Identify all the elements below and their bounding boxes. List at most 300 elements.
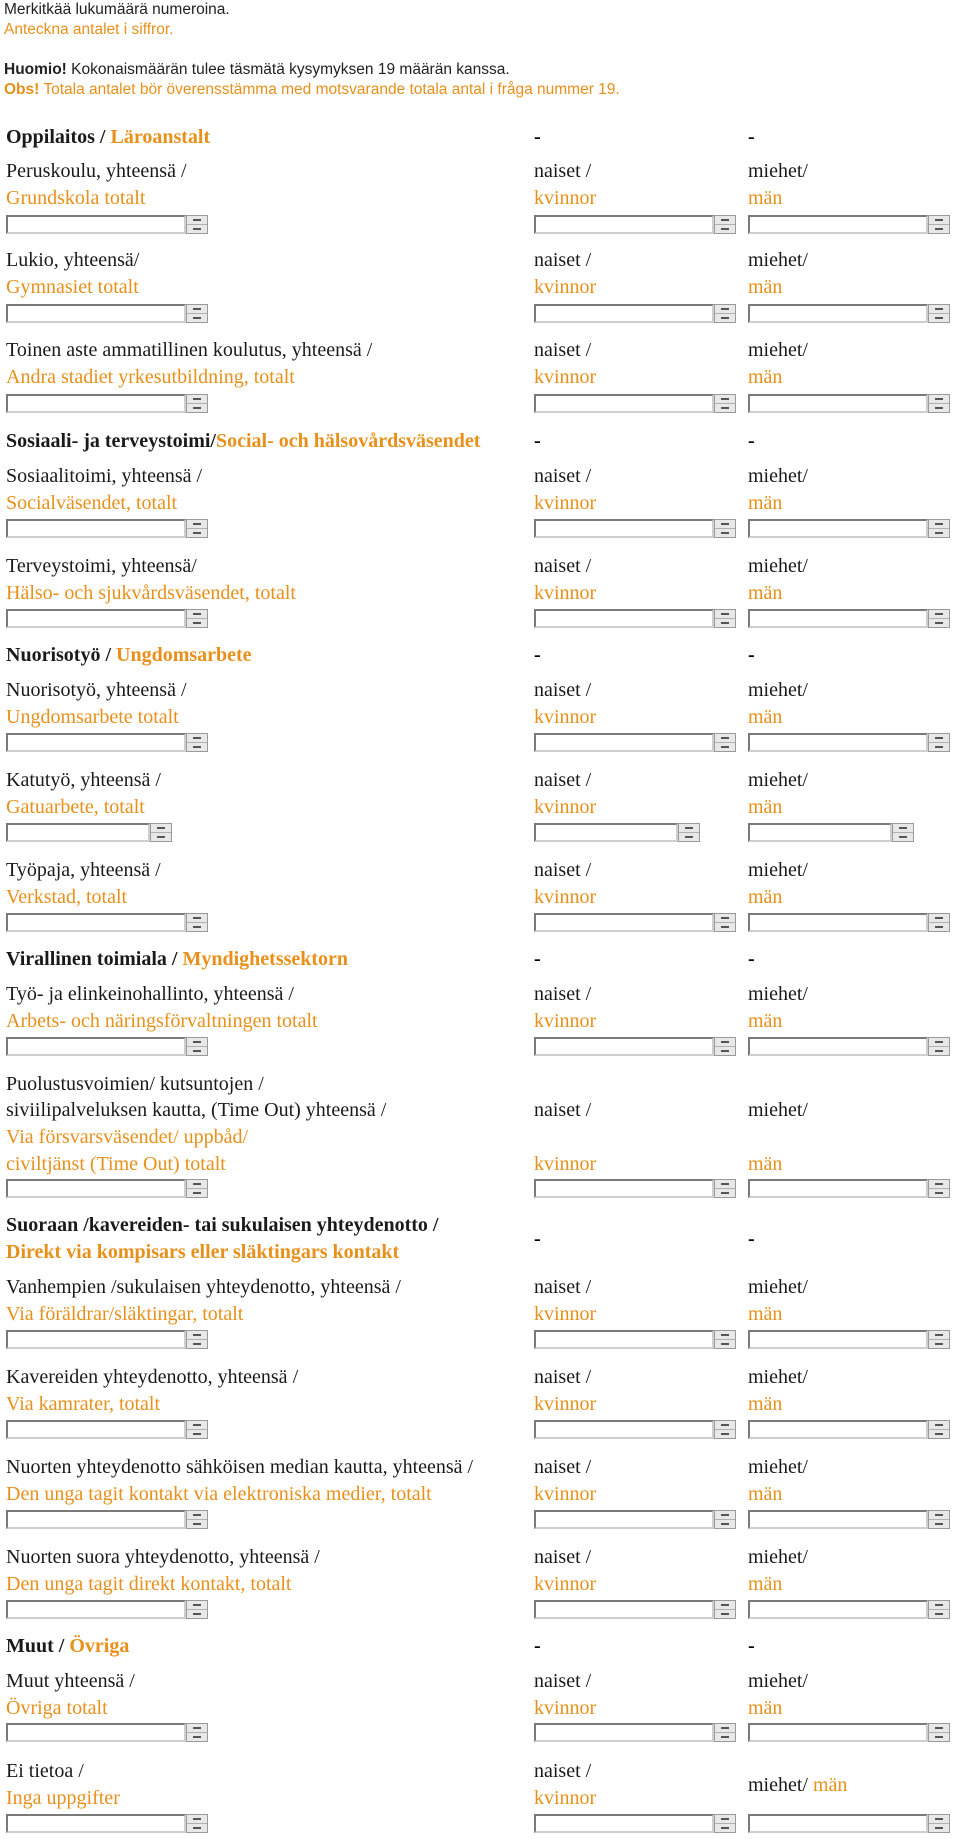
- up-arrow-icon: [935, 1727, 943, 1729]
- number-input[interactable]: [748, 394, 928, 413]
- total-number-field[interactable]: [6, 304, 208, 323]
- spinner-buttons[interactable]: [928, 215, 950, 234]
- spinner-buttons[interactable]: [714, 913, 736, 932]
- up-arrow-icon: [193, 1818, 201, 1820]
- increment-button[interactable]: [151, 824, 171, 833]
- number-input[interactable]: [748, 1330, 928, 1349]
- decrement-button[interactable]: [929, 1430, 949, 1438]
- women-number-field[interactable]: [534, 823, 700, 842]
- increment-button[interactable]: [715, 395, 735, 404]
- spinner-buttons[interactable]: [186, 1723, 208, 1742]
- men-number-field[interactable]: [748, 304, 950, 323]
- total-number-field[interactable]: [6, 1037, 208, 1056]
- increment-button[interactable]: [715, 520, 735, 529]
- down-arrow-icon: [935, 1050, 943, 1052]
- row-label-fi: Nuorten yhteydenotto sähköisen median kautta, yhteensä /: [6, 1456, 474, 1478]
- up-arrow-icon: [721, 737, 729, 739]
- increment-button[interactable]: [187, 520, 207, 529]
- decrement-button[interactable]: [715, 923, 735, 931]
- total-number-field[interactable]: [6, 1179, 208, 1198]
- women-number-field[interactable]: [534, 1600, 736, 1619]
- total-number-field[interactable]: [6, 215, 208, 234]
- spinner-buttons[interactable]: [714, 733, 736, 752]
- spinner-buttons[interactable]: [714, 1723, 736, 1742]
- spinner-buttons[interactable]: [186, 733, 208, 752]
- decrement-button[interactable]: [929, 1047, 949, 1055]
- label-naiset: naiset /: [534, 1099, 592, 1121]
- up-arrow-icon: [935, 1514, 943, 1516]
- spinner-buttons[interactable]: [150, 823, 172, 842]
- spinner-buttons[interactable]: [928, 913, 950, 932]
- label-miehet: miehet/: [748, 249, 808, 271]
- increment-button[interactable]: [715, 914, 735, 923]
- decrement-button[interactable]: [187, 619, 207, 627]
- up-arrow-icon: [935, 1424, 943, 1426]
- label-naiset: naiset /: [534, 983, 592, 1005]
- row-label-fi: Terveystoimi, yhteensä/: [6, 555, 197, 577]
- number-input[interactable]: [534, 1420, 714, 1439]
- increment-button[interactable]: [187, 610, 207, 619]
- increment-button[interactable]: [715, 1601, 735, 1610]
- increment-button[interactable]: [187, 1815, 207, 1824]
- total-number-field[interactable]: [6, 1330, 208, 1349]
- section-dash: -: [748, 430, 755, 452]
- increment-button[interactable]: [187, 1724, 207, 1733]
- total-number-field[interactable]: [6, 394, 208, 413]
- spinner-buttons[interactable]: [714, 304, 736, 323]
- decrement-button[interactable]: [187, 314, 207, 322]
- down-arrow-icon: [721, 746, 729, 748]
- women-number-field[interactable]: [534, 304, 736, 323]
- increment-button[interactable]: [893, 824, 913, 833]
- number-input[interactable]: [6, 215, 186, 234]
- row-label-sv: Gatuarbete, totalt: [6, 796, 145, 818]
- spinner-buttons[interactable]: [928, 733, 950, 752]
- women-number-field[interactable]: [534, 609, 736, 628]
- women-number-field[interactable]: [534, 1179, 736, 1198]
- decrement-button[interactable]: [715, 404, 735, 412]
- label-naiset: naiset /: [534, 1276, 592, 1298]
- decrement-button[interactable]: [187, 225, 207, 233]
- note-fi-bold: Huomio!: [4, 61, 67, 78]
- increment-button[interactable]: [715, 1511, 735, 1520]
- label-naiset: naiset /: [534, 555, 592, 577]
- decrement-button[interactable]: [715, 529, 735, 537]
- women-number-field[interactable]: [534, 913, 736, 932]
- spinner-buttons[interactable]: [928, 1420, 950, 1439]
- up-arrow-icon: [935, 219, 943, 221]
- increment-button[interactable]: [929, 1331, 949, 1340]
- decrement-button[interactable]: [715, 743, 735, 751]
- down-arrow-icon: [721, 926, 729, 928]
- decrement-button[interactable]: [187, 1430, 207, 1438]
- men-number-field[interactable]: [748, 1420, 950, 1439]
- women-number-field[interactable]: [534, 394, 736, 413]
- number-input[interactable]: [748, 733, 928, 752]
- decrement-button[interactable]: [929, 1340, 949, 1348]
- decrement-button[interactable]: [187, 1520, 207, 1528]
- spinner-buttons[interactable]: [186, 1600, 208, 1619]
- women-number-field[interactable]: [534, 1330, 736, 1349]
- label-miehet: miehet/: [748, 1456, 808, 1478]
- number-input[interactable]: [534, 823, 678, 842]
- spinner-buttons[interactable]: [928, 519, 950, 538]
- total-number-field[interactable]: [6, 1814, 208, 1833]
- total-number-field[interactable]: [6, 1723, 208, 1742]
- spinner-buttons[interactable]: [186, 1330, 208, 1349]
- section-dash: -: [748, 126, 755, 148]
- number-input[interactable]: [748, 609, 928, 628]
- increment-button[interactable]: [187, 216, 207, 225]
- spinner-buttons[interactable]: [714, 394, 736, 413]
- number-input[interactable]: [748, 215, 928, 234]
- increment-button[interactable]: [715, 216, 735, 225]
- increment-button[interactable]: [187, 395, 207, 404]
- number-input[interactable]: [534, 733, 714, 752]
- spinner-buttons[interactable]: [714, 1814, 736, 1833]
- decrement-button[interactable]: [929, 529, 949, 537]
- increment-button[interactable]: [187, 1331, 207, 1340]
- spinner-buttons[interactable]: [186, 609, 208, 628]
- number-input[interactable]: [534, 1330, 714, 1349]
- decrement-button[interactable]: [929, 404, 949, 412]
- label-miehet: miehet/: [748, 555, 808, 577]
- increment-button[interactable]: [679, 824, 699, 833]
- number-input[interactable]: [6, 823, 150, 842]
- number-input[interactable]: [748, 1510, 928, 1529]
- decrement-button[interactable]: [715, 314, 735, 322]
- men-number-field[interactable]: [748, 1510, 950, 1529]
- number-input[interactable]: [534, 304, 714, 323]
- label-kvinnor: kvinnor: [534, 1010, 597, 1032]
- men-number-field[interactable]: [748, 1179, 950, 1198]
- number-input[interactable]: [748, 1420, 928, 1439]
- number-input[interactable]: [6, 304, 186, 323]
- number-input[interactable]: [6, 1814, 186, 1833]
- decrement-button[interactable]: [187, 1047, 207, 1055]
- spinner-buttons[interactable]: [714, 1330, 736, 1349]
- decrement-button[interactable]: [715, 225, 735, 233]
- decrement-button[interactable]: [715, 1520, 735, 1528]
- label-man: män: [748, 1573, 783, 1595]
- spinner-buttons[interactable]: [186, 1420, 208, 1439]
- number-input[interactable]: [6, 519, 186, 538]
- label-man: män: [748, 1697, 783, 1719]
- increment-button[interactable]: [929, 216, 949, 225]
- increment-button[interactable]: [715, 1180, 735, 1189]
- increment-button[interactable]: [715, 1421, 735, 1430]
- spinner-buttons[interactable]: [186, 304, 208, 323]
- spinner-buttons[interactable]: [928, 1179, 950, 1198]
- women-number-field[interactable]: [534, 519, 736, 538]
- decrement-button[interactable]: [187, 923, 207, 931]
- increment-button[interactable]: [929, 305, 949, 314]
- section-title-sv: Myndighetssektorn: [182, 948, 349, 970]
- increment-button[interactable]: [929, 1815, 949, 1824]
- increment-button[interactable]: [187, 914, 207, 923]
- number-input[interactable]: [748, 823, 892, 842]
- number-input[interactable]: [6, 1179, 186, 1198]
- total-number-field[interactable]: [6, 733, 208, 752]
- row-label-fi: Nuorten suora yhteydenotto, yhteensä /: [6, 1546, 320, 1568]
- spinner-buttons[interactable]: [186, 1510, 208, 1529]
- decrement-button[interactable]: [929, 1520, 949, 1528]
- total-number-field[interactable]: [6, 823, 172, 842]
- section-title-sv: Direkt via kompisars eller släktingars kontakt: [6, 1241, 400, 1263]
- number-input[interactable]: [6, 1600, 186, 1619]
- spinner-buttons[interactable]: [714, 215, 736, 234]
- label-naiset: naiset /: [534, 1366, 592, 1388]
- increment-button[interactable]: [187, 1601, 207, 1610]
- number-input[interactable]: [6, 913, 186, 932]
- total-number-field[interactable]: [6, 1420, 208, 1439]
- women-number-field[interactable]: [534, 215, 736, 234]
- total-number-field[interactable]: [6, 519, 208, 538]
- number-input[interactable]: [534, 519, 714, 538]
- decrement-button[interactable]: [715, 619, 735, 627]
- down-arrow-icon: [721, 317, 729, 319]
- spinner-buttons[interactable]: [892, 823, 914, 842]
- down-arrow-icon: [193, 532, 201, 534]
- spinner-buttons[interactable]: [678, 823, 700, 842]
- increment-button[interactable]: [715, 305, 735, 314]
- up-arrow-icon: [193, 1041, 201, 1043]
- decrement-button[interactable]: [929, 225, 949, 233]
- section-title-fi: Suoraan /kavereiden- tai sukulaisen yhteydenotto /: [6, 1214, 439, 1236]
- section-title-sosiaali: [6, 428, 480, 454]
- increment-button[interactable]: [929, 1724, 949, 1733]
- label-naiset: naiset /: [534, 249, 592, 271]
- total-number-field[interactable]: [6, 1510, 208, 1529]
- spinner-buttons[interactable]: [928, 1037, 950, 1056]
- number-input[interactable]: [6, 394, 186, 413]
- total-number-field[interactable]: [6, 913, 208, 932]
- number-input[interactable]: [534, 1814, 714, 1833]
- decrement-button[interactable]: [187, 404, 207, 412]
- decrement-button[interactable]: [929, 923, 949, 931]
- men-number-field[interactable]: [748, 1814, 950, 1833]
- spinner-buttons[interactable]: [714, 1510, 736, 1529]
- number-input[interactable]: [748, 1179, 928, 1198]
- decrement-button[interactable]: [715, 1430, 735, 1438]
- number-input[interactable]: [534, 215, 714, 234]
- increment-button[interactable]: [187, 305, 207, 314]
- number-input[interactable]: [6, 1420, 186, 1439]
- increment-button[interactable]: [715, 1038, 735, 1047]
- section-dash: -: [534, 644, 541, 666]
- decrement-button[interactable]: [893, 833, 913, 841]
- up-arrow-icon: [721, 308, 729, 310]
- decrement-button[interactable]: [929, 619, 949, 627]
- women-number-field[interactable]: [534, 1814, 736, 1833]
- increment-button[interactable]: [715, 1815, 735, 1824]
- spinner-buttons[interactable]: [186, 1814, 208, 1833]
- increment-button[interactable]: [929, 1511, 949, 1520]
- men-number-field[interactable]: [748, 1600, 950, 1619]
- label-kvinnor: kvinnor: [534, 276, 597, 298]
- decrement-button[interactable]: [929, 743, 949, 751]
- up-arrow-icon: [935, 1183, 943, 1185]
- decrement-button[interactable]: [715, 1189, 735, 1197]
- increment-button[interactable]: [929, 1601, 949, 1610]
- decrement-button[interactable]: [715, 1047, 735, 1055]
- decrement-button[interactable]: [929, 314, 949, 322]
- women-number-field[interactable]: [534, 1037, 736, 1056]
- number-input[interactable]: [6, 609, 186, 628]
- down-arrow-icon: [193, 407, 201, 409]
- spinner-buttons[interactable]: [186, 394, 208, 413]
- number-input[interactable]: [748, 1600, 928, 1619]
- decrement-button[interactable]: [187, 1733, 207, 1741]
- down-arrow-icon: [721, 622, 729, 624]
- row-label-sv: Grundskola totalt: [6, 187, 146, 209]
- number-input[interactable]: [6, 1037, 186, 1056]
- number-input[interactable]: [6, 1330, 186, 1349]
- increment-button[interactable]: [929, 610, 949, 619]
- spinner-buttons[interactable]: [714, 1179, 736, 1198]
- spinner-buttons[interactable]: [928, 1330, 950, 1349]
- spinner-buttons[interactable]: [186, 913, 208, 932]
- label-man: män: [748, 1153, 783, 1175]
- spinner-buttons[interactable]: [928, 1600, 950, 1619]
- increment-button[interactable]: [187, 1038, 207, 1047]
- decrement-button[interactable]: [715, 1340, 735, 1348]
- up-arrow-icon: [721, 219, 729, 221]
- decrement-button[interactable]: [151, 833, 171, 841]
- increment-button[interactable]: [187, 734, 207, 743]
- up-arrow-icon: [935, 917, 943, 919]
- spinner-buttons[interactable]: [186, 1037, 208, 1056]
- number-input[interactable]: [6, 1723, 186, 1742]
- increment-button[interactable]: [929, 395, 949, 404]
- increment-button[interactable]: [929, 1038, 949, 1047]
- number-input[interactable]: [534, 609, 714, 628]
- spinner-buttons[interactable]: [186, 1179, 208, 1198]
- decrement-button[interactable]: [187, 743, 207, 751]
- label-miehet: miehet/: [748, 769, 808, 791]
- decrement-button[interactable]: [187, 529, 207, 537]
- label-naiset: naiset /: [534, 1670, 592, 1692]
- decrement-button[interactable]: [187, 1340, 207, 1348]
- number-input[interactable]: [534, 1723, 714, 1742]
- number-input[interactable]: [534, 1600, 714, 1619]
- decrement-button[interactable]: [715, 1610, 735, 1618]
- row-label-fi: Vanhempien /sukulaisen yhteydenotto, yhteensä /: [6, 1276, 401, 1298]
- decrement-button[interactable]: [715, 1824, 735, 1832]
- increment-button[interactable]: [715, 1331, 735, 1340]
- men-number-field[interactable]: [748, 1723, 950, 1742]
- number-input[interactable]: [748, 519, 928, 538]
- increment-button[interactable]: [715, 610, 735, 619]
- number-input[interactable]: [534, 1037, 714, 1056]
- increment-button[interactable]: [929, 1421, 949, 1430]
- men-number-field[interactable]: [748, 519, 950, 538]
- women-number-field[interactable]: [534, 733, 736, 752]
- decrement-button[interactable]: [929, 1189, 949, 1197]
- increment-button[interactable]: [187, 1511, 207, 1520]
- increment-button[interactable]: [715, 734, 735, 743]
- number-input[interactable]: [6, 1510, 186, 1529]
- section-dash: -: [748, 644, 755, 666]
- label-miehet: miehet/: [748, 1774, 808, 1796]
- spinner-buttons[interactable]: [186, 519, 208, 538]
- decrement-button[interactable]: [679, 833, 699, 841]
- men-number-field[interactable]: [748, 609, 950, 628]
- men-number-field[interactable]: [748, 913, 950, 932]
- number-input[interactable]: [748, 1814, 928, 1833]
- section-dash: -: [534, 430, 541, 452]
- increment-button[interactable]: [187, 1180, 207, 1189]
- label-man: män: [748, 582, 783, 604]
- row-label-sv: Övriga totalt: [6, 1697, 108, 1719]
- decrement-button[interactable]: [929, 1824, 949, 1832]
- increment-button[interactable]: [929, 734, 949, 743]
- number-input[interactable]: [534, 1510, 714, 1529]
- women-number-field[interactable]: [534, 1510, 736, 1529]
- number-input[interactable]: [534, 394, 714, 413]
- row-label-sv: Den unga tagit kontakt via elektroniska medier, totalt: [6, 1483, 432, 1505]
- spinner-buttons[interactable]: [714, 1420, 736, 1439]
- decrement-button[interactable]: [929, 1733, 949, 1741]
- spinner-buttons[interactable]: [714, 519, 736, 538]
- increment-button[interactable]: [929, 914, 949, 923]
- increment-button[interactable]: [929, 520, 949, 529]
- spinner-buttons[interactable]: [714, 1037, 736, 1056]
- up-arrow-icon: [935, 613, 943, 615]
- men-number-field[interactable]: [748, 1037, 950, 1056]
- down-arrow-icon: [157, 836, 165, 838]
- spinner-buttons[interactable]: [928, 1723, 950, 1742]
- number-input[interactable]: [748, 1723, 928, 1742]
- men-number-field[interactable]: [748, 733, 950, 752]
- spinner-buttons[interactable]: [928, 1510, 950, 1529]
- number-input[interactable]: [748, 1037, 928, 1056]
- men-number-field[interactable]: [748, 215, 950, 234]
- increment-button[interactable]: [715, 1724, 735, 1733]
- men-number-field[interactable]: [748, 823, 914, 842]
- spinner-buttons[interactable]: [928, 609, 950, 628]
- number-input[interactable]: [6, 733, 186, 752]
- total-number-field[interactable]: [6, 609, 208, 628]
- up-arrow-icon: [721, 1604, 729, 1606]
- number-input[interactable]: [534, 1179, 714, 1198]
- women-number-field[interactable]: [534, 1723, 736, 1742]
- decrement-button[interactable]: [187, 1824, 207, 1832]
- women-number-field[interactable]: [534, 1420, 736, 1439]
- decrement-button[interactable]: [715, 1733, 735, 1741]
- increment-button[interactable]: [187, 1421, 207, 1430]
- decrement-button[interactable]: [187, 1610, 207, 1618]
- row-label-sv: Andra stadiet yrkesutbildning, totalt: [6, 366, 295, 388]
- total-number-field[interactable]: [6, 1600, 208, 1619]
- decrement-button[interactable]: [187, 1189, 207, 1197]
- number-input[interactable]: [748, 913, 928, 932]
- spinner-buttons[interactable]: [714, 609, 736, 628]
- row-label-fi: Muut yhteensä /: [6, 1670, 135, 1692]
- instruction-sv: Anteckna antalet i siffror.: [4, 21, 174, 38]
- men-number-field[interactable]: [748, 394, 950, 413]
- decrement-button[interactable]: [929, 1610, 949, 1618]
- number-input[interactable]: [748, 304, 928, 323]
- spinner-buttons[interactable]: [928, 394, 950, 413]
- spinner-buttons[interactable]: [186, 215, 208, 234]
- number-input[interactable]: [534, 913, 714, 932]
- men-number-field[interactable]: [748, 1330, 950, 1349]
- spinner-buttons[interactable]: [928, 1814, 950, 1833]
- increment-button[interactable]: [929, 1180, 949, 1189]
- spinner-buttons[interactable]: [928, 304, 950, 323]
- spinner-buttons[interactable]: [714, 1600, 736, 1619]
